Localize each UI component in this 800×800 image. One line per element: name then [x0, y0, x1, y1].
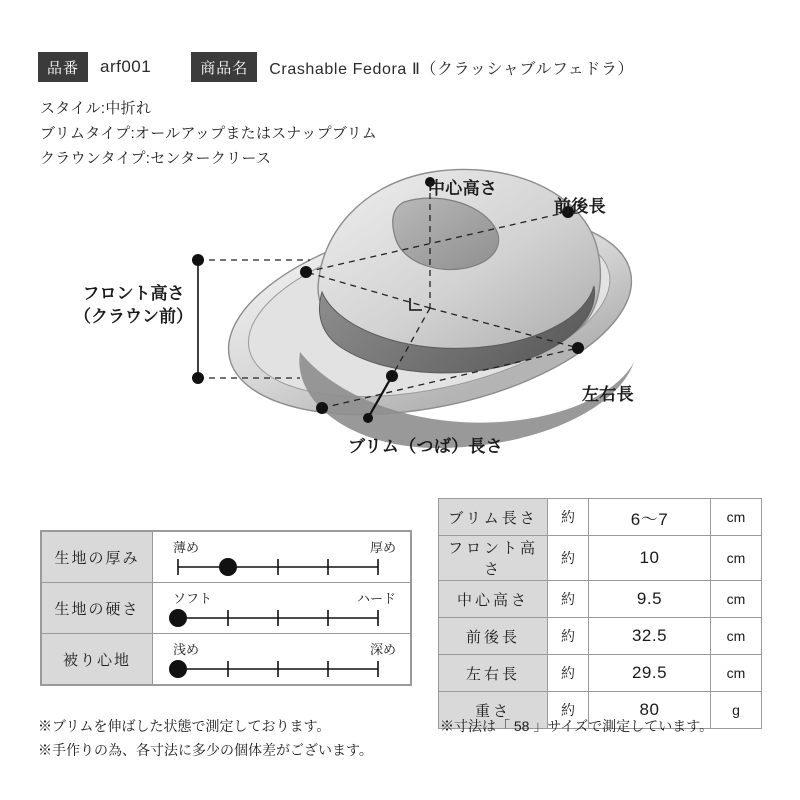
meas-row-5-approx: 約 [548, 692, 589, 729]
label-brim-length: ブリム（つば）長さ [348, 437, 504, 456]
meas-row-5-name: 重さ [439, 692, 548, 729]
notes-right [440, 714, 713, 738]
feel-row-2-name: 被り心地 [42, 634, 153, 685]
feel-table [40, 530, 412, 686]
meas-row-3-approx: 約 [548, 618, 589, 655]
label-front-back: 前後長 [554, 197, 606, 216]
feel-row-0-name: 生地の厚み [42, 532, 153, 583]
feel-row-0-right: 厚め [369, 540, 396, 555]
meas-row-1-approx: 約 [548, 536, 589, 581]
feel-row-1-name: 生地の硬さ [42, 583, 153, 634]
feel-row-2-left: 浅め [173, 642, 200, 657]
note-left-1: ※ブリムを伸ばした状態で測定しております。 [38, 718, 331, 734]
label-front-height [74, 282, 193, 328]
meas-row-1-name: フロント高さ [439, 536, 548, 581]
feel-row-0-left: 薄め [173, 540, 200, 555]
meas-row-4-approx: 約 [548, 655, 589, 692]
feel-row-1-right: ハード [356, 591, 396, 606]
meas-row-0-name: ブリム長さ [439, 499, 548, 536]
product-code-label: 品番 [38, 52, 88, 82]
feel-row-0-scale [153, 532, 411, 583]
feel-table-grid [41, 531, 411, 685]
notes-left [38, 714, 373, 762]
product-code-value: arf001 [100, 57, 152, 76]
measurement-table [438, 498, 762, 729]
spec-brim-type: ブリムタイプ:オールアップまたはスナップブリム [40, 125, 378, 142]
table-row [439, 618, 762, 655]
meas-row-0-value: 6〜7 [589, 499, 711, 536]
header-gap [163, 52, 191, 82]
meas-row-3-name: 前後長 [439, 618, 548, 655]
feel-row-2-slider[interactable] [163, 657, 413, 679]
feel-row-0-slider[interactable] [163, 555, 413, 577]
product-header [38, 52, 762, 82]
meas-row-0-approx: 約 [548, 499, 589, 536]
label-center-height: 中心高さ [428, 179, 498, 198]
feel-row-1-left: ソフト [173, 591, 213, 606]
spec-crown-type: クラウンタイプ:センタークリース [40, 150, 272, 167]
table-row [42, 634, 411, 685]
note-right-1: ※寸法は「 58 」サイズで測定しています。 [440, 718, 714, 734]
spec-style: スタイル:中折れ [40, 100, 152, 117]
table-row [42, 583, 411, 634]
table-row [439, 581, 762, 618]
meas-row-3-unit: cm [711, 618, 762, 655]
meas-row-5-unit: g [711, 692, 762, 729]
meas-row-4-value: 29.5 [589, 655, 711, 692]
meas-row-2-name: 中心高さ [439, 581, 548, 618]
hat-diagram [0, 140, 800, 480]
table-row [439, 499, 762, 536]
label-left-right: 左右長 [582, 385, 634, 404]
product-name-value: Crashable Fedora Ⅱ（クラッシャブルフェドラ） [269, 60, 635, 78]
label-front-height-line2: （クラウン前） [74, 307, 193, 326]
meas-row-2-value: 9.5 [589, 581, 711, 618]
meas-row-0-unit: cm [711, 499, 762, 536]
measurement-table-grid [438, 498, 762, 729]
feel-row-1-scale [153, 583, 411, 634]
label-front-height-line1: フロント高さ [82, 284, 185, 303]
product-name-label: 商品名 [191, 52, 257, 82]
meas-row-4-unit: cm [711, 655, 762, 692]
note-left-2: ※手作りの為、各寸法に多少の個体差がございます。 [38, 742, 373, 758]
feel-row-2-scale [153, 634, 411, 685]
table-row [439, 655, 762, 692]
feel-row-1-slider[interactable] [163, 606, 413, 628]
meas-row-4-name: 左右長 [439, 655, 548, 692]
meas-row-1-value: 10 [589, 536, 711, 581]
meas-row-2-approx: 約 [548, 581, 589, 618]
table-row [42, 532, 411, 583]
meas-row-5-value: 80 [589, 692, 711, 729]
feel-row-2-right: 深め [369, 642, 396, 657]
meas-row-3-value: 32.5 [589, 618, 711, 655]
measurement-table-body [439, 499, 762, 729]
feel-table-body [42, 532, 411, 685]
meas-row-1-unit: cm [711, 536, 762, 581]
table-row [439, 536, 762, 581]
meas-row-2-unit: cm [711, 581, 762, 618]
